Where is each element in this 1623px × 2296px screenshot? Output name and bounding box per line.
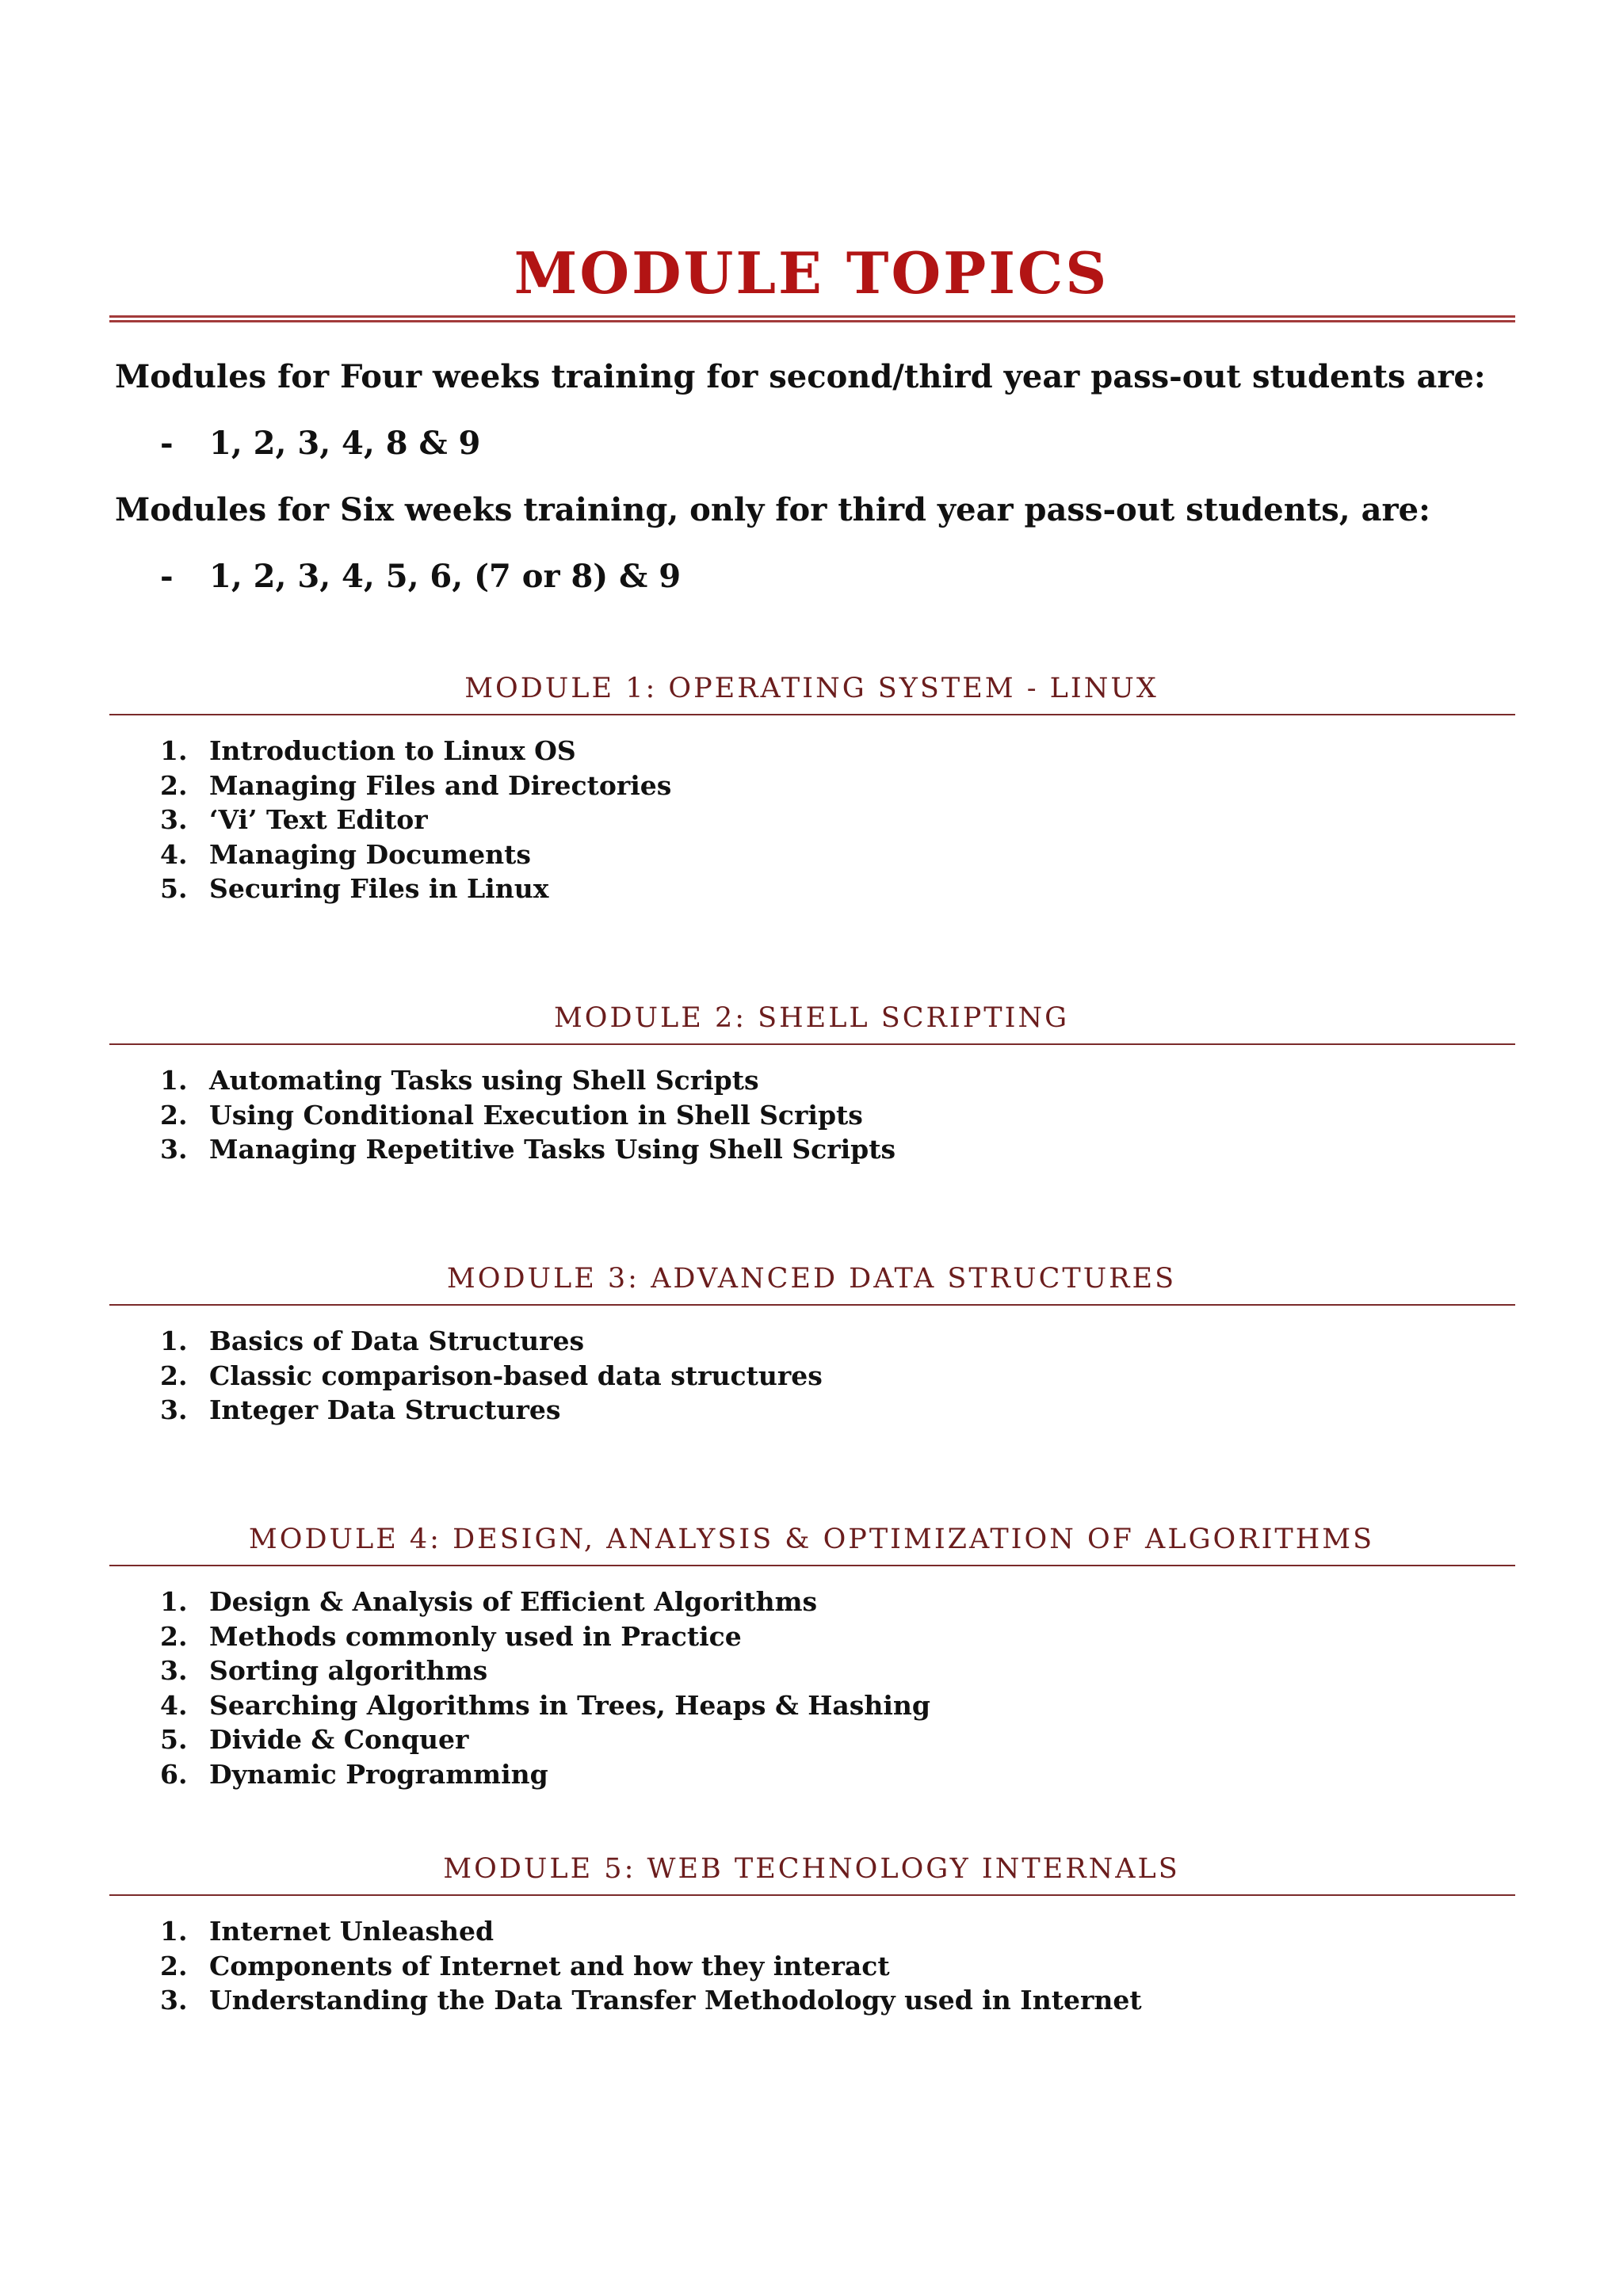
list-item: 2. Using Conditional Execution in Shell Scripts (160, 1099, 863, 1131)
list-item: 4. Managing Documents (160, 838, 531, 870)
list-item: 3. Understanding the Data Transfer Methodology used in Internet (160, 1985, 1142, 2016)
list-item: 6. Dynamic Programming (160, 1758, 548, 1790)
module-4-heading: MODULE 4: DESIGN, ANALYSIS & OPTIMIZATION OF ALGORITHMS (248, 1524, 1375, 1555)
list-item: 2. Methods commonly used in Practice (160, 1620, 742, 1652)
title-double-rule (109, 315, 1515, 322)
list-item: 2. Managing Files and Directories (160, 769, 672, 801)
six-weeks-modules (160, 555, 681, 599)
list-item: 5. Securing Files in Linux (160, 873, 549, 905)
six-weeks-module-list: 1, 2, 3, 4, 5, 6, (7 or 8) & 9 (209, 558, 682, 595)
list-item: 1. Automating Tasks using Shell Scripts (160, 1065, 759, 1096)
module-2-topic-list (160, 1063, 896, 1167)
six-weeks-heading: Modules for Six weeks training, only for third year pass-out students, are: (115, 491, 1430, 528)
list-item: 2. Components of Internet and how they interact (160, 1950, 890, 1981)
module-3-topic-list (160, 1324, 823, 1428)
module-3-rule (109, 1304, 1515, 1306)
list-item: 1. Introduction to Linux OS (160, 735, 576, 766)
list-item: 4. Searching Algorithms in Trees, Heaps & Hashing (160, 1689, 930, 1721)
module-2-rule (109, 1043, 1515, 1045)
module-1-topic-list (160, 734, 671, 906)
module-1-heading: MODULE 1: OPERATING SYSTEM - LINUX (464, 673, 1159, 704)
module-5-rule (109, 1894, 1515, 1896)
module-4-rule (109, 1565, 1515, 1566)
list-item: 5. Divide & Conquer (160, 1724, 469, 1756)
module-4-topic-list (160, 1585, 930, 1792)
module-5-topic-list (160, 1914, 1142, 2018)
list-item: 3. Integer Data Structures (160, 1394, 561, 1426)
four-weeks-heading: Modules for Four weeks training for second/third year pass-out students are: (115, 358, 1486, 395)
list-item: 2. Classic comparison-based data structures (160, 1360, 823, 1391)
bullet-dash: - (160, 425, 174, 462)
module-2-heading: MODULE 2: SHELL SCRIPTING (553, 1002, 1070, 1034)
list-item: 3. ‘Vi’ Text Editor (160, 804, 428, 836)
module-1-rule (109, 714, 1515, 715)
module-5-heading: MODULE 5: WEB TECHNOLOGY INTERNALS (443, 1853, 1180, 1885)
list-item: 1. Design & Analysis of Efficient Algorithms (160, 1586, 818, 1617)
list-item: 1. Basics of Data Structures (160, 1325, 585, 1356)
four-weeks-modules (160, 421, 480, 466)
page-title: MODULE TOPICS (514, 239, 1109, 307)
bullet-dash: - (160, 558, 174, 595)
four-weeks-module-list: 1, 2, 3, 4, 8 & 9 (209, 425, 481, 462)
list-item: 1. Internet Unleashed (160, 1916, 495, 1947)
list-item: 3. Managing Repetitive Tasks Using Shell Scripts (160, 1134, 896, 1165)
module-3-heading: MODULE 3: ADVANCED DATA STRUCTURES (446, 1263, 1177, 1295)
list-item: 3. Sorting algorithms (160, 1655, 488, 1687)
